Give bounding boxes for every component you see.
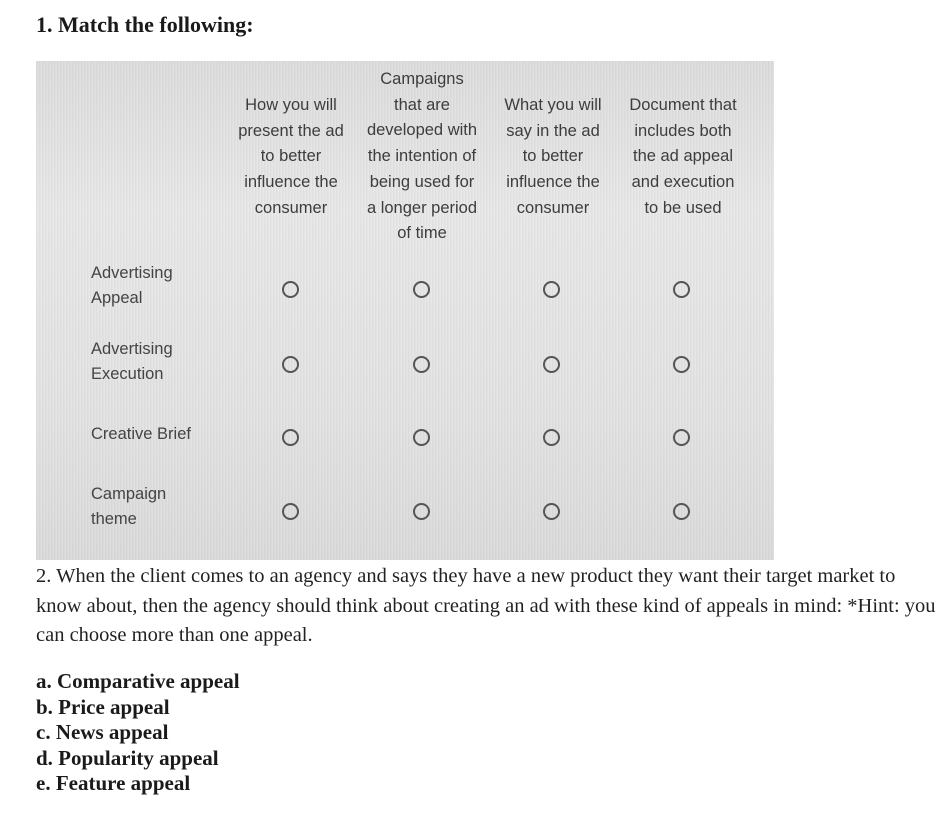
radio-appeal-col2[interactable] [413, 281, 430, 298]
question-2-text: 2. When the client comes to an agency and says they have a new product they want their target market to know about, then the agency should think about creating an ad with these kind of appeals in mind: *Hint: you can choose more than one appeal. [36, 565, 936, 646]
column-header-4: Document that includes both the ad appeal and execution to be used [629, 96, 737, 217]
answer-option: d. Popularity appeal [36, 745, 219, 770]
radio-appeal-col1[interactable] [282, 281, 299, 298]
radio-appeal-col3[interactable] [543, 281, 560, 298]
radio-brief-col1[interactable] [282, 429, 299, 446]
radio-theme-col3[interactable] [543, 503, 560, 520]
answer-option: c. News appeal [36, 720, 169, 744]
radio-theme-col2[interactable] [413, 503, 430, 520]
radio-execution-col3[interactable] [543, 356, 560, 373]
row-label-campaign-theme: Campaign theme [91, 485, 167, 528]
answer-option: b. Price appeal [36, 694, 170, 719]
question-1-title: 1. Match the following: [36, 12, 254, 37]
row-label-advertising-appeal: Advertising Appeal [91, 264, 173, 307]
answer-option: e. Feature appeal [36, 771, 191, 795]
matching-grid [36, 61, 774, 560]
radio-brief-col4[interactable] [673, 429, 690, 446]
row-label-advertising-execution: Advertising Execution [91, 340, 173, 383]
radio-execution-col4[interactable] [673, 356, 690, 373]
answer-option: a. Comparative appeal [36, 669, 240, 693]
row-label-creative-brief: Creative Brief [91, 425, 191, 443]
radio-execution-col1[interactable] [282, 356, 299, 373]
answer-options-list [36, 669, 240, 797]
radio-theme-col1[interactable] [282, 503, 299, 520]
column-header-2: Campaigns that are developed with the intention of being used for a longer period of time [366, 70, 478, 243]
radio-appeal-col4[interactable] [673, 281, 690, 298]
radio-execution-col2[interactable] [413, 356, 430, 373]
column-header-3: What you will say in the ad to better influence the consumer [504, 96, 602, 217]
radio-brief-col2[interactable] [413, 429, 430, 446]
radio-theme-col4[interactable] [673, 503, 690, 520]
radio-brief-col3[interactable] [543, 429, 560, 446]
column-header-1: How you will present the ad to better influence the consumer [238, 96, 344, 217]
